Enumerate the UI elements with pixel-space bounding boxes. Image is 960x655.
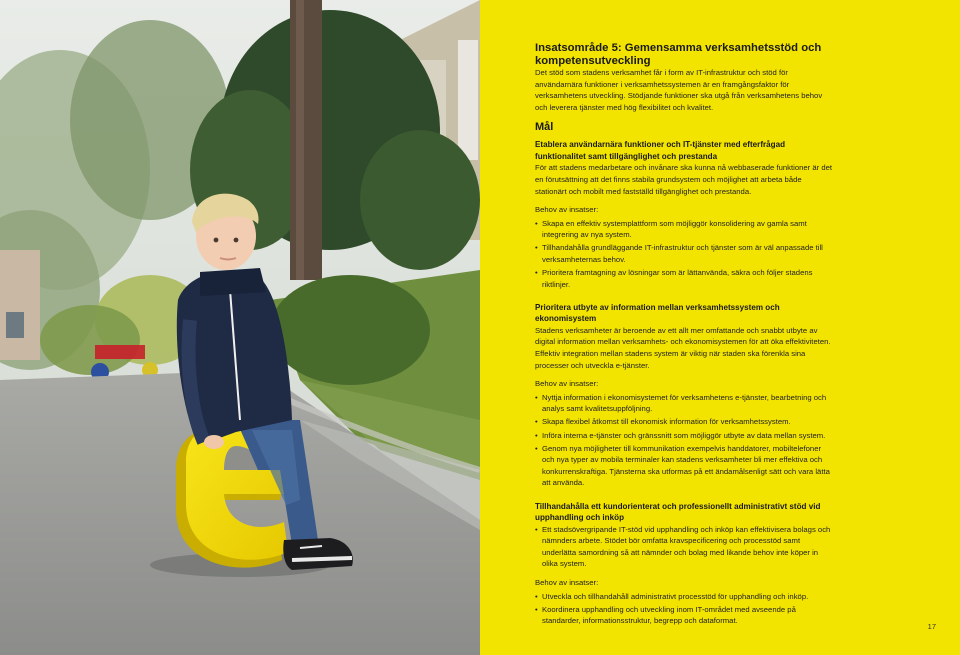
section-heading: Insatsområde 5: Gemensamma verksamhetsstöd och kompetensutveckling [535,42,822,67]
needs-label-3: Behov av insatser: [535,577,599,587]
goal-heading-1: Etablera användarnära funktioner och IT-tjänster med efterfrågad funktionalitet samt tillgänglighet och prestanda [535,140,786,161]
list-item: • Införa interna e-tjänster och gränssnitt som möjliggör utbyte av data mellan system. [535,430,826,440]
needs-list-1 [535,218,835,291]
goal-text-2: Stadens verksamheter är beroende av ett allt mer omfattande och snabbt utbyte av digital information mellan verksamhets- och ekonomisystemen för att öka effektiviteten. Effektiv integration mellan stadens system är viktig när staden ska förenkla sina processer och utveckla e-tjänster. [535,325,831,370]
needs-label-2: Behov av insatser: [535,379,599,389]
page-number: 17 [927,622,936,631]
needs-list-2 [535,392,835,489]
list-item: • Skapa en effektiv systemplattform som möjliggör konsolidering av gamla samt integrering av nya system. [535,218,807,240]
list-item: • Ett stadsövergripande IT-stöd vid upphandling och inköp kan effektivisera bolags och nämnders arbete. Stödet bör omfatta kravspecificering och processtöd samt underlätta samordning så att nämnder och bolag med likande behov inte köper in olika system. [535,524,831,569]
goal-list-3 [535,524,835,570]
goals-title: Mål [535,121,554,134]
page-content [535,42,835,627]
list-item: • Nyttja information i ekonomisystemet för verksamhetens e-tjänster, bearbetning och analys samt kvalitetsuppföljning. [535,392,827,414]
list-item: • Tillhandahålla grundläggande IT-infrastruktur och tjänster som är väl anpassade till verksamheternas behov. [535,243,823,265]
goal-heading-2: Prioritera utbyte av information mellan verksamhetssystem och ekonomisystem [535,302,780,324]
goal-heading-3: Tillhandahålla ett kundorienterat och professionellt administrativt stöd vid upphandling och inköp [535,501,821,523]
list-item: • Skapa flexibel åtkomst till ekonomisk information för verksamhetssystem. [535,417,791,427]
list-item: • Genom nya möjligheter till kommunikation exempelvis handdatorer, mobiltelefoner och nya typer av mobila terminaler kan stadens verksamheter bli mer effektiva och konkurrenskraftiga. Tjänsterna ska utformas på ett ändamålsenligt sätt och vara lätta att använda. [535,443,830,488]
text-page [480,0,960,655]
intro-paragraph: Det stöd som stadens verksamhet får i form av IT-infrastruktur och stöd för användarnära funktioner i verksamhetssystemen är en framgångsfaktor för verksamhetens utveckling. Stödjande funktioner ska utgå från verksamhetens behov och leverera tjänster med hög flexibilitet och kvalitet. [535,68,823,112]
list-item: • Prioritera framtagning av lösningar som är lättanvända, säkra och följer stadens riktlinjer. [535,268,813,289]
goal-text-1: För att stadens medarbetare och invånare ska kunna nå webbaserade funktioner är det en förutsättning att det finns stabila grundsystem och möjlighet att arbeta både stationärt och mobilt med fastställd tillgänglighet och prestanda. [535,163,833,196]
list-item: • Utveckla och tillhandahåll administrativt processtöd för upphandling och inköp. [535,591,809,601]
needs-list-3 [535,591,835,627]
list-item: • Koordinera upphandling och utveckling inom IT-området med avseende på standarder, informationsstruktur, begrepp och dataformat. [535,604,796,626]
needs-label-1: Behov av insatser: [535,205,599,215]
